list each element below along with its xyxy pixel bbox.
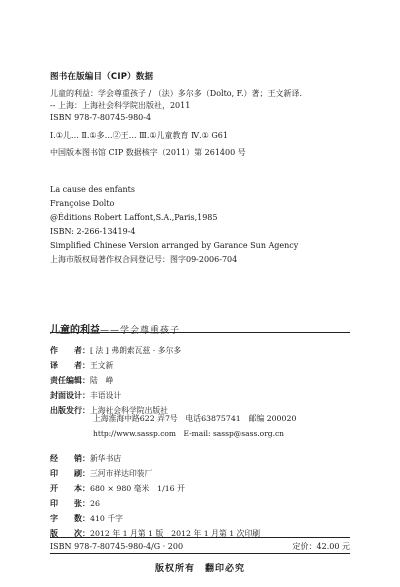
footer-rule-top (50, 537, 350, 538)
cip-isbn: ISBN 978-7-80745-980-4 (50, 113, 152, 122)
original-author: Françoise Dolto (50, 199, 115, 208)
rights-notice: 版权所有 翻印必究 (154, 564, 245, 574)
cip-record: 中国版本图书馆 CIP 数据核字（2011）第 261400 号 (50, 148, 246, 157)
spec-value: 新华书店 (90, 454, 122, 463)
spec-label: 版 次： (50, 529, 90, 538)
credit-label: 责任编辑： (50, 376, 90, 385)
credit-label: 封面设计： (50, 391, 90, 400)
spec-label: 字 数： (50, 514, 90, 523)
spec-label: 印 刷： (50, 469, 90, 478)
spec-value: 410 千字 (90, 514, 123, 523)
credit-label: 出版发行： (50, 406, 90, 415)
footer-price: 定价：42.00 元 (292, 542, 350, 551)
cip-line-2: -- 上海：上海社会科学院出版社，2011 (50, 101, 191, 110)
contract-line: 上海市版权局著作权合同登记号：图字09-2006-704 (50, 255, 238, 264)
original-title: La cause des enfants (50, 185, 136, 194)
original-publisher: @Éditions Robert Laffont,S.A.,Paris,1985 (50, 213, 218, 222)
spec-label: 开 本： (50, 484, 90, 493)
credit-value: [ 法 ] 弗朗索瓦兹 · 多尔多 (90, 346, 182, 355)
spec-label: 印 张： (50, 499, 90, 508)
publisher-address: 上海淮海中路622 弄7号 电话63875741 邮编 200020 (93, 414, 297, 423)
credit-value: 上海社会科学院出版社 (90, 406, 168, 415)
original-isbn: ISBN: 2-266-13419-4 (50, 227, 136, 236)
book-title-row (50, 318, 180, 337)
footer-isbn: ISBN 978-7-80745-980-4/G · 200 (50, 542, 184, 551)
title-rule (50, 332, 350, 333)
credit-value: 王文新 (90, 361, 114, 370)
spec-value: 2012 年 1 月第 1 版 2012 年 1 月第 1 次印刷 (90, 529, 261, 538)
credit-value: 丰语设计 (90, 391, 122, 400)
arranged-line: Simplified Chinese Version arranged by Garance Sun Agency (50, 241, 299, 250)
cip-classification: Ⅰ.①儿… Ⅱ.①多…②王… Ⅲ.①儿童教育 Ⅳ.① G61 (50, 131, 228, 140)
credit-label: 译 者： (50, 361, 90, 370)
book-subtitle: ——学会尊重孩子 (100, 326, 181, 336)
publisher-web: http://www.sassp.com E-mail: sassp@sass.org.cn (93, 429, 285, 438)
book-title: 儿童的利益 (50, 325, 100, 336)
spec-label: 经 销： (50, 454, 90, 463)
spec-value: 680 × 980 毫米 1/16 开 (90, 484, 185, 493)
cip-line-1: 儿童的利益：学会尊重孩子 / （法）多尔多（Dolto, F.）著；王文新译． (50, 89, 308, 98)
cip-heading: 图书在版编目（CIP）数据 (50, 72, 154, 82)
spec-value: 26 (90, 499, 100, 508)
credit-label: 作 者： (50, 346, 90, 355)
credit-value: 陆 峥 (90, 376, 114, 385)
spec-value: 三河市祥达印装厂 (90, 469, 153, 478)
footer-rule-bottom (50, 553, 350, 554)
